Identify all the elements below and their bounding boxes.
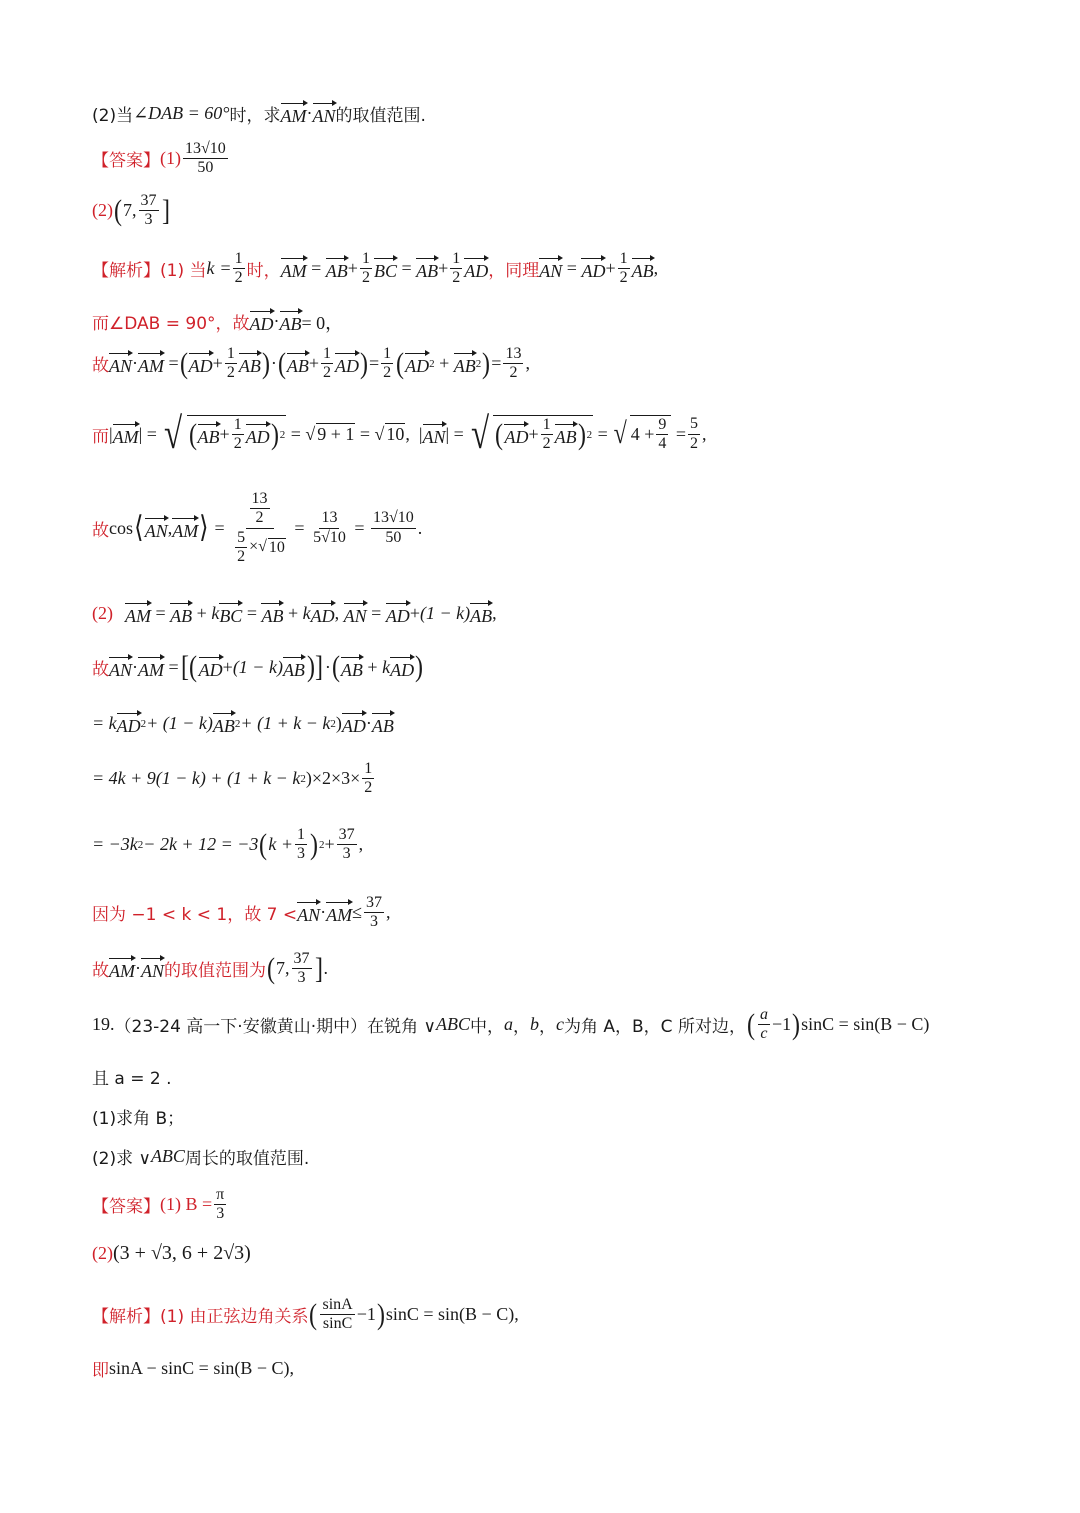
when-text: 时，: [246, 261, 281, 282]
frac-den: 3: [297, 969, 306, 987]
l7-b: 的取值范围为: [164, 961, 267, 982]
q19-stem-line2: [92, 1064, 1040, 1089]
frac-half: [321, 345, 333, 383]
interval-high: [139, 192, 159, 230]
frac-a-c: [758, 1006, 770, 1044]
var-a: a: [503, 1014, 513, 1035]
vector-ab: AB: [470, 600, 492, 627]
vector-an: AN: [344, 600, 367, 627]
vector-ad: AD: [386, 600, 410, 627]
vector-ab: AB: [213, 710, 235, 737]
answer2-part2-line: [92, 1242, 1040, 1265]
frac-num: 37: [337, 826, 357, 845]
l5-c: k +: [268, 834, 294, 855]
vector-an: AN: [145, 515, 168, 542]
analysis1-p1: (1) 当: [160, 261, 207, 282]
vector-ad: AD: [250, 308, 274, 335]
frac-num: π: [214, 1186, 226, 1205]
sqrt-10: 10: [268, 538, 285, 556]
analysis2-line2-b: sinA − sinC = sin(B − C),: [109, 1358, 294, 1378]
frac-num: 5: [235, 529, 247, 548]
cos-big-fraction: $\frac{13}{2}$ $\frac{5}{2}$ ×√ 10: [237, 490, 285, 566]
q18-part2-when: 时，求: [229, 106, 281, 126]
vector-ab: AB: [416, 255, 438, 282]
answer1-part2-label: (2): [92, 200, 113, 221]
vector-am: AM: [125, 600, 151, 627]
q19-stem-c: 为角 A，B，C 所对边，: [563, 1017, 746, 1038]
frac-den: 2: [383, 364, 392, 382]
vector-am: AM: [138, 654, 164, 681]
frac-den: 2: [361, 269, 370, 287]
q18-part2-angle: ∠DAB = 60°: [133, 103, 230, 123]
var-k: k: [211, 603, 220, 623]
frac-den: 2: [322, 364, 331, 382]
vector-ab: AB: [454, 350, 476, 377]
minus-one: −1: [771, 1014, 792, 1035]
frac-den: 2: [452, 269, 461, 287]
gu-text: 故: [92, 356, 109, 377]
vector-ad: AD: [581, 255, 605, 282]
frac-den: 2: [237, 548, 246, 566]
q19-number: 19.: [92, 1014, 115, 1035]
analysis1-part2-line7: 故 AM · AN 的取值范围为 ( 7, $\frac{37}{3}$ ] .: [92, 950, 329, 987]
q19-part2: [92, 1144, 1040, 1169]
frac-num: 1: [233, 250, 245, 269]
vector-an: AN: [313, 100, 336, 127]
frac-den: 2: [226, 364, 235, 382]
vector-an: AN: [109, 350, 132, 377]
left-paren: (: [114, 193, 122, 227]
var-c: c: [555, 1014, 564, 1035]
q19-abc: ABC: [150, 1146, 185, 1166]
vector-ad: AD: [342, 710, 366, 737]
frac-den: c: [760, 1025, 768, 1043]
frac-half: [233, 250, 245, 288]
part2-label: (2): [92, 603, 113, 623]
vector-am: AM: [326, 899, 352, 926]
frac-num: a: [758, 1006, 770, 1025]
frac-num: 1: [295, 826, 307, 845]
vector-ad: AD: [117, 710, 141, 737]
q19-line2: 且 a = 2 .: [92, 1069, 172, 1089]
analysis2-line1: 【解析】 (1) 由正弦边角关系 ( $\frac{\sin A}{\sin C}$ −1 ) sinC = sin(B − C),: [92, 1296, 519, 1333]
var-k: k: [382, 656, 391, 677]
frac-den: sinC: [322, 1315, 353, 1333]
vector-ad: AD: [335, 350, 359, 377]
answer-tag: 【答案】: [92, 151, 160, 172]
vector-am: AM: [109, 955, 135, 982]
frac-9-4: [656, 416, 668, 454]
vector-am: AM: [281, 100, 307, 127]
frac-num: 1: [618, 250, 630, 269]
l4-text: = 4k + 9(1 − k) + (1 + k − k: [92, 768, 301, 789]
analysis1-line3: 故 AN · AM = ( AD + $\frac{1}{2}$ AB ) · ( AB + $\frac{1}{2}$ AD ) = $\frac{1}{2}$ ( AD 2 + AB 2 ) = $\frac{13}{2}$ ,: [92, 345, 530, 382]
vector-ad: AD: [189, 350, 213, 377]
frac-num: 9: [656, 416, 668, 435]
frac-37-3: [337, 826, 357, 864]
answer1-num: 13√10: [183, 140, 228, 159]
frac-den: 3: [370, 913, 379, 931]
analysis1-part2-line4: = 4k + 9(1 − k) + (1 + k − k 2 )×2×3× $\frac{1}{2}$: [92, 760, 373, 797]
interval-low: 7,: [123, 200, 137, 221]
cos-frac2: [311, 509, 348, 547]
vector-ab: AB: [287, 350, 309, 377]
vector-am: AM: [138, 350, 164, 377]
vector-ab: AB: [198, 421, 220, 448]
answer1-part2-line: [92, 192, 1040, 230]
frac-13-2: [503, 345, 523, 383]
sqrt-10: 10: [386, 424, 405, 444]
l-mid2: + (1 + k − k: [240, 713, 331, 733]
analysis2-line2-a: 即: [92, 1361, 109, 1381]
analysis1-part2-line2: 故 AN · AM = [( AD + (1 − k) AB )] · ( AB + k AD ): [92, 650, 424, 683]
vector-ad: AD: [464, 255, 488, 282]
frac-half: [381, 345, 393, 383]
q19-part2-a: (2)求 ∨: [92, 1149, 151, 1169]
frac-5-2: [688, 415, 700, 453]
frac-num: sinA: [320, 1296, 354, 1315]
frac-den: 3: [216, 1205, 225, 1223]
same-text: ，同理: [488, 261, 540, 282]
l5-text: = −3k: [92, 834, 138, 855]
vector-an: AN: [423, 421, 446, 448]
er-text: 而: [92, 426, 109, 447]
q19-stem-line1: 19. （23-24 高一下·安徽黄山·期中） 在锐角 ∨ ABC 中， a ， b ， c 为角 A，B，C 所对边， ( $\frac{a}{c}$ −1 ) sinC = sin(B − C): [92, 1006, 930, 1043]
q19-part2-b: 周长的取值范围.: [184, 1149, 310, 1169]
frac-den: 3: [297, 845, 306, 863]
analysis-tag: 【解析】: [92, 261, 160, 282]
line2-end: = 0，: [301, 312, 344, 333]
q19-part1-text: (1)求角 B；: [92, 1109, 185, 1129]
vector-ad: AD: [405, 350, 429, 377]
vector-ab: AB: [280, 308, 302, 335]
frac-num: 13: [250, 490, 270, 509]
sqrt-9-1: 9 + 1: [317, 424, 355, 444]
frac-den: 2: [234, 269, 243, 287]
analysis1-part2-line5: = −3k 2 − 2k + 12 = −3 ( k + $\frac{1}{3}$ ) 2 + $\frac{37}{3}$ ,: [92, 826, 364, 863]
frac-den: 2: [233, 435, 242, 452]
l6-b: ≤: [352, 902, 363, 923]
analysis2-p1: (1) 由正弦边角关系: [160, 1307, 309, 1328]
vector-an: AN: [297, 899, 320, 926]
frac-den: 50: [385, 528, 402, 546]
answer-tag: 【答案】: [92, 1197, 160, 1218]
vector-ab: AB: [326, 255, 348, 282]
frac-37-3: [364, 894, 384, 932]
frac-half: [232, 416, 244, 454]
q19-abc: ABC: [435, 1014, 470, 1035]
answer2-range: (3 + √3, 6 + 2√3): [113, 1242, 251, 1264]
interval-high-den: 3: [144, 211, 153, 229]
frac-den: 2: [364, 779, 373, 797]
frac-half: [225, 345, 237, 383]
analysis-tag: 【解析】: [92, 1307, 160, 1328]
vector-ab: AB: [239, 350, 261, 377]
frac-num: 37: [364, 894, 384, 913]
frac-half: [618, 250, 630, 288]
l-k: = k: [92, 713, 117, 733]
frac-den: 4: [658, 435, 667, 452]
frac-num: 5: [688, 415, 700, 434]
frac-den: 2: [255, 509, 264, 527]
q18-part2-suffix: 的取值范围.: [335, 106, 426, 126]
frac-1-3: [295, 826, 307, 864]
frac-37-3: [292, 950, 312, 988]
analysis1-line1: 【解析】 (1) 当 k = $\frac{1}{2}$ 时， AM = AB + $\frac{1}{2}$ BC = AB + $\frac{1}{2}$ AD ，同理 AN = AD + $\frac{1}{2}$ AB ,: [92, 250, 659, 287]
frac-den: 2: [619, 269, 628, 287]
answer2-part1-line: [92, 1186, 1040, 1224]
l-mid1: + (1 − k): [146, 713, 213, 733]
dot-operator: ·: [306, 103, 313, 123]
frac-num: 1: [450, 250, 462, 269]
q19-stem-a: 在锐角 ∨: [367, 1017, 436, 1038]
vector-ab: AB: [372, 710, 394, 737]
vector-ab: AB: [283, 654, 305, 681]
var-k: k: [302, 603, 311, 623]
q19-stem-b: 中，: [469, 1017, 504, 1038]
frac-num: 1: [232, 416, 244, 435]
frac-num: 13: [319, 509, 339, 528]
minus-one: −1: [356, 1304, 376, 1325]
analysis2-line2: [92, 1356, 1040, 1381]
l5-d: +: [324, 834, 335, 855]
answer1-part1-line: [92, 140, 1040, 178]
l4-tail: )×2×3×: [305, 768, 361, 789]
one-minus-k: (1 − k): [419, 603, 471, 623]
analysis1-line4: 而 | AM | = √ ( AB + $\frac{1}{2}$ AD ) 2 = √ 9 + 1 = √ 10 , | AN | = √ ( AD + $\frac{1}{2}$ AB ) 2 = √ 4 + $\frac{9}{4}$ = $\frac{5}{2}$ ,: [92, 409, 707, 458]
frac-num: 1: [360, 250, 372, 269]
l5-b: − 2k + 12 = −3: [143, 834, 259, 855]
gu-text: 故: [92, 520, 109, 541]
q19-eq-tail: sinC = sin(B − C): [801, 1014, 930, 1035]
vector-ab: AB: [341, 654, 363, 681]
sqrt-4-plus: 4 +: [630, 424, 655, 444]
vector-an: AN: [539, 255, 562, 282]
vector-an: AN: [109, 654, 132, 681]
interval-low: 7,: [276, 958, 290, 979]
analysis1-part2-line6: 因为 −1 < k < 1，故 7 < AN · AM ≤ $\frac{37}{3}$ ,: [92, 894, 391, 931]
one-minus-k: (1 − k): [232, 656, 283, 677]
line2-text: 而∠DAB = 90°，故: [92, 314, 250, 334]
vector-ad: AD: [246, 421, 270, 448]
analysis1-line2: 而∠DAB = 90°，故 AD · AB = 0，: [92, 308, 1040, 335]
vector-ad: AD: [199, 654, 223, 681]
analysis2-tail: sinC = sin(B − C),: [385, 1304, 519, 1325]
right-bracket: ]: [161, 193, 170, 227]
answer1-den: 50: [197, 159, 214, 177]
q18-part2-prefix: (2)当: [92, 106, 134, 126]
gu-text: 故: [92, 659, 109, 680]
answer2-part1: (1) B =: [160, 1194, 213, 1215]
frac-den: 2: [542, 435, 551, 452]
vector-am: AM: [113, 421, 139, 448]
cos-text: cos: [109, 517, 133, 538]
vector-ab: AB: [632, 255, 654, 282]
eq-sign: =: [220, 258, 231, 279]
q19-part1: [92, 1104, 1040, 1129]
var-b: b: [529, 1014, 539, 1035]
frac-num: 1: [225, 345, 237, 364]
frac-num: 1: [541, 416, 553, 435]
analysis1-part2-line3: = k AD 2 + (1 − k) AB 2 + (1 + k − k 2 ) AD · AB: [92, 710, 1040, 737]
frac-half: [450, 250, 462, 288]
var-k: k: [206, 258, 215, 279]
frac-den: 3: [342, 845, 351, 863]
frac-den: 2: [509, 364, 518, 382]
cos-frac3: [371, 509, 416, 547]
vector-ad: AD: [390, 654, 414, 681]
frac-num: 37: [292, 950, 312, 969]
vector-ab: AB: [170, 600, 192, 627]
frac-den: 2: [690, 434, 699, 452]
answer1-fraction: [183, 140, 228, 178]
vector-ad: AD: [504, 421, 528, 448]
interval-high-num: 37: [139, 192, 159, 211]
l-end: ): [335, 713, 342, 733]
answer2-part2-label: (2): [92, 1243, 113, 1263]
vector-am: AM: [281, 255, 307, 282]
frac-sinA-sinC: [320, 1296, 354, 1334]
analysis1-part2-line1: (2) AM = AB + k BC = AB + k AD , AN = AD + (1 − k) AB ,: [92, 600, 1040, 627]
analysis1-line5: 故 cos ⟨ AN , AM ⟩ = $\frac{13}{2}$ $\frac{5}{2}$ ×√ 10 = $\frac{13}{5√10}$ = $\frac{13√10}{50}$ .: [92, 490, 423, 566]
frac-num: 13√10: [371, 509, 416, 528]
frac-num: 1: [362, 760, 374, 779]
frac-half: [362, 760, 374, 798]
vector-ad: AD: [311, 600, 335, 627]
l6-a: 因为 −1 < k < 1，故 7 <: [92, 905, 298, 926]
answer1-part1-label: (1): [160, 148, 181, 169]
frac-num: 1: [381, 345, 393, 364]
l7-a: 故: [92, 961, 109, 982]
vector-ab: AB: [261, 600, 283, 627]
frac-den: 5√10: [313, 528, 346, 546]
vector-bc: BC: [374, 255, 397, 282]
vector-am: AM: [172, 515, 198, 542]
frac-half: [541, 416, 553, 454]
vector-ab: AB: [555, 421, 577, 448]
frac-half: [360, 250, 372, 288]
q18-part2-line: [92, 100, 1040, 127]
frac-num: 13: [503, 345, 523, 364]
q19-source: （23-24 高一下·安徽黄山·期中）: [114, 1017, 368, 1038]
vector-an: AN: [141, 955, 164, 982]
vector-bc: BC: [219, 600, 242, 627]
frac-num: 1: [321, 345, 333, 364]
frac-pi-3: [214, 1186, 226, 1224]
